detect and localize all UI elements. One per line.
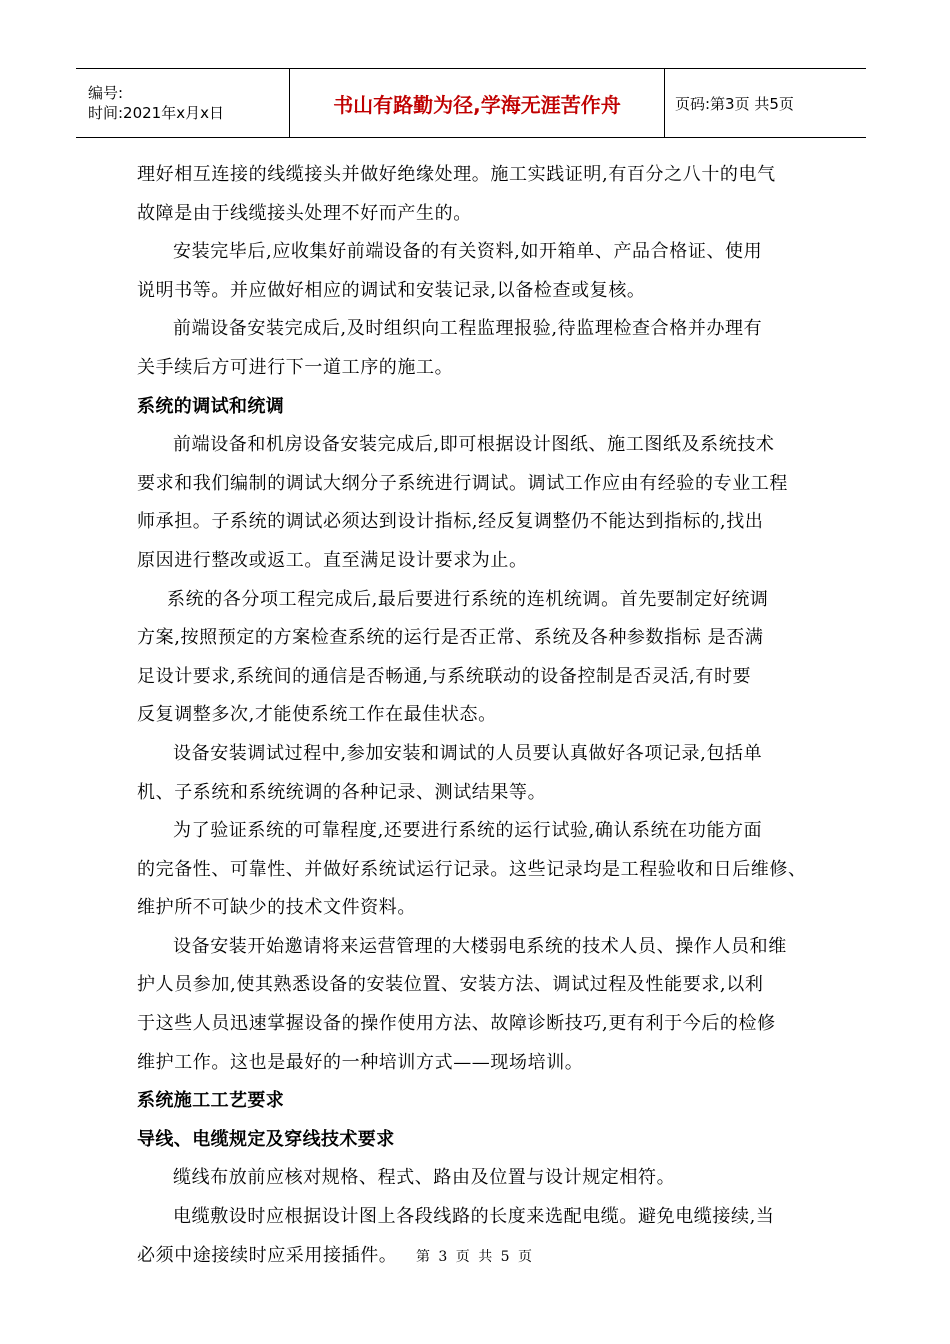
- paragraph-line: 机、子系统和系统统调的各种记录、测试结果等。: [137, 781, 547, 803]
- paragraph-line: 说明书等。并应做好相应的调试和安装记录,以备检查或复核。: [137, 279, 646, 301]
- document-body: [137, 156, 809, 1275]
- paragraph-line: 安装完毕后,应收集好前端设备的有关资料,如开箱单、产品合格证、使用: [173, 241, 763, 263]
- paragraph-line: 原因进行整改或返工。直至满足设计要求为止。: [137, 549, 528, 571]
- paragraph-line: 系统的各分项工程完成后,最后要进行系统的连机统调。首先要制定好统调: [167, 588, 769, 610]
- header-meta: [76, 69, 290, 137]
- paragraph-line: 于这些人员迅速掌握设备的操作使用方法、故障诊断技巧,更有利于今后的检修: [137, 1013, 776, 1035]
- paragraph-line: 前端设备安装完成后,及时组织向工程监理报验,待监理检查合格并办理有: [173, 318, 763, 340]
- paragraph-line: 理好相互连接的线缆接头并做好绝缘处理。施工实践证明,有百分之八十的电气: [137, 164, 776, 185]
- paragraph-line: 前端设备和机房设备安装完成后,即可根据设计图纸、施工图纸及系统技术: [173, 434, 775, 456]
- header-page-code: [665, 69, 866, 137]
- paragraph-line: 反复调整多次,才能使系统工作在最佳状态。: [137, 704, 497, 726]
- page-header: [76, 68, 866, 138]
- paragraph-line: 师承担。子系统的调试必须达到设计指标,经反复调整仍不能达到指标的,找出: [137, 511, 764, 533]
- section-heading: 系统的调试和统调: [137, 395, 285, 417]
- paragraph-line: 要求和我们编制的调试大纲分子系统进行调试。调试工作应由有经验的专业工程: [137, 472, 788, 494]
- paragraph-line: 的完备性、可靠性、并做好系统试运行记录。这些记录均是工程验收和日后维修、: [137, 858, 807, 880]
- paragraph-line: 电缆敷设时应根据设计图上各段线路的长度来选配电缆。避免电缆接续,当: [173, 1206, 775, 1228]
- paragraph-line: 缆线布放前应核对规格、程式、路由及位置与设计规定相符。: [173, 1167, 676, 1189]
- document-number-label: 编号:: [88, 84, 124, 102]
- paragraph-line: 设备安装开始邀请将来运营管理的大楼弱电系统的技术人员、操作人员和维: [173, 935, 787, 957]
- paragraph-line: 关手续后方可进行下一道工序的施工。: [137, 356, 454, 378]
- paragraph-line: 足设计要求,系统间的通信是否畅通,与系统联动的设备控制是否灵活,有时要: [137, 665, 752, 687]
- footer-page-number: 第 3 页 共 5 页: [415, 1249, 535, 1265]
- document-date: 时间:2021年x月x日: [88, 104, 224, 122]
- paragraph-line: 维护所不可缺少的技术文件资料。: [137, 897, 416, 919]
- header-motto: [290, 69, 665, 137]
- paragraph-line: 必须中途接续时应采用接插件。: [137, 1244, 398, 1266]
- motto-text: 书山有路勤为径,学海无涯苦作舟: [333, 92, 621, 117]
- page-code-text: 页码:第3页 共5页: [675, 94, 794, 113]
- paragraph-line: 维护工作。这也是最好的一种培训方式——现场培训。: [137, 1051, 584, 1073]
- paragraph-line: 方案,按照预定的方案检查系统的运行是否正常、系统及各种参数指标 是否满: [137, 627, 764, 649]
- paragraph-line: 设备安装调试过程中,参加安装和调试的人员要认真做好各项记录,包括单: [173, 742, 763, 764]
- paragraph-line: 护人员参加,使其熟悉设备的安装位置、安装方法、调试过程及性能要求,以利: [137, 974, 764, 996]
- subsection-heading: 导线、电缆规定及穿线技术要求: [137, 1128, 395, 1150]
- section-heading: 系统施工工艺要求: [137, 1090, 285, 1112]
- page-footer: [0, 1246, 950, 1266]
- paragraph-line: 为了验证系统的可靠程度,还要进行系统的运行试验,确认系统在功能方面: [173, 820, 763, 842]
- paragraph-line: 故障是由于线缆接头处理不好而产生的。: [137, 202, 472, 224]
